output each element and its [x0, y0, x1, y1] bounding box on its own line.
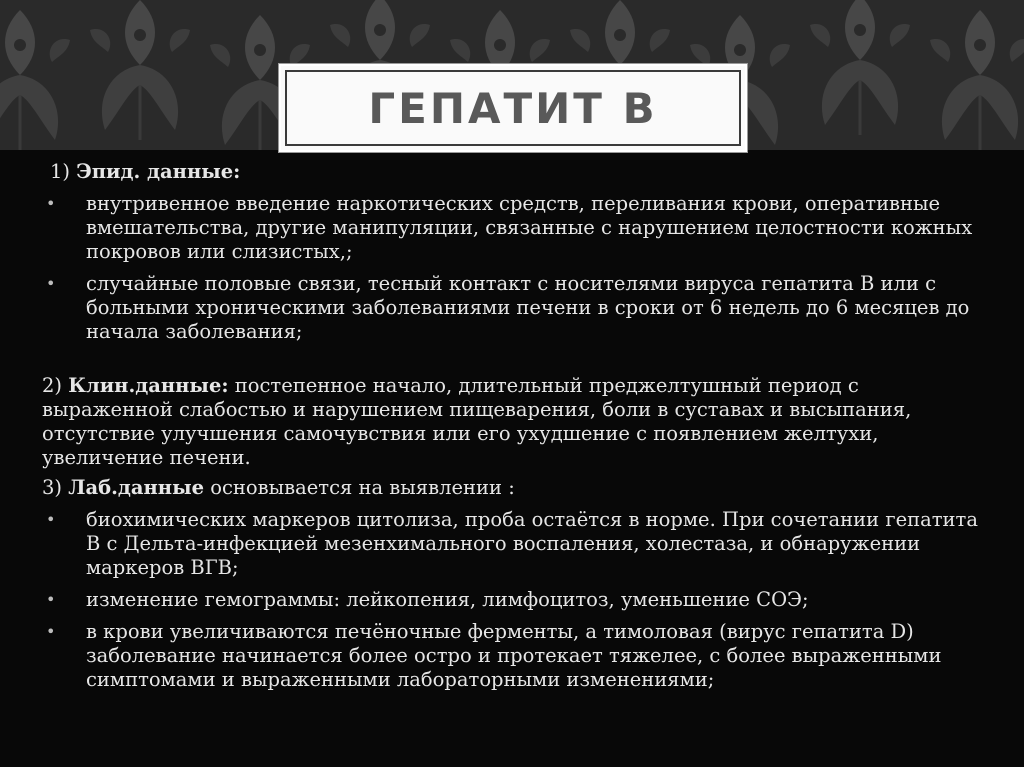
list-item: • биохимических маркеров цитолиза, проба остаётся в норме. При сочетании гепатита В с Дельта-инфекцией мезенхимального воспаления, холестаза, и обнаружении маркеров ВГВ; [46, 508, 978, 579]
section-clin-number: 2) [42, 374, 63, 397]
section-lab-number: 3) [42, 476, 63, 499]
section-epid-title: Эпид. данные: [76, 160, 241, 183]
bullet-icon: • [46, 590, 56, 609]
section-epid-number: 1) [50, 160, 71, 183]
title-frame [279, 64, 747, 152]
bullet-icon: • [46, 194, 56, 213]
list-item: • в крови увеличиваются печёночные ферменты, а тимоловая (вирус гепатита D) заболевание начинается более остро и протекает тяжелее, с более выраженными симптомами и выраженными лабораторными изменениями; [46, 620, 942, 691]
slide-title: ГЕПАТИТ В [368, 83, 658, 133]
list-item: • изменение гемограммы: лейкопения, лимфоцитоз, уменьшение СОЭ; [46, 588, 809, 611]
section-clin-title: Клин.данные: [68, 374, 229, 397]
section-clin [42, 374, 992, 470]
bullet-icon: • [46, 274, 56, 293]
section-lab-title: Лаб.данные [68, 476, 205, 499]
list-item: • случайные половые связи, тесный контакт с носителями вируса гепатита В или с больными хроническими заболеваниями печени в сроки от 6 недель до 6 месяцев до начала заболевания; [46, 272, 970, 343]
section-epid-list [42, 192, 992, 344]
slide-content [42, 160, 992, 692]
section-clin-text: постепенное начало, длительный преджелтушный период с выраженной слабостью и нарушением пищеварения, боли в суставах и высыпания, отсутствие улучшения самочувствия или его ухудшение с появлением желтухи, увеличение печени. [42, 374, 912, 469]
section-lab-text: основывается на выявлении : [210, 476, 515, 499]
bullet-icon: • [46, 510, 56, 529]
list-item: • внутривенное введение наркотических средств, переливания крови, оперативные вмешательства, другие манипуляции, связанные с нарушением целостности кожных покровов или слизистых,; [46, 192, 973, 263]
bullet-icon: • [46, 622, 56, 641]
section-lab [42, 476, 992, 500]
section-lab-list [42, 508, 992, 692]
section-epid-heading [42, 160, 992, 184]
